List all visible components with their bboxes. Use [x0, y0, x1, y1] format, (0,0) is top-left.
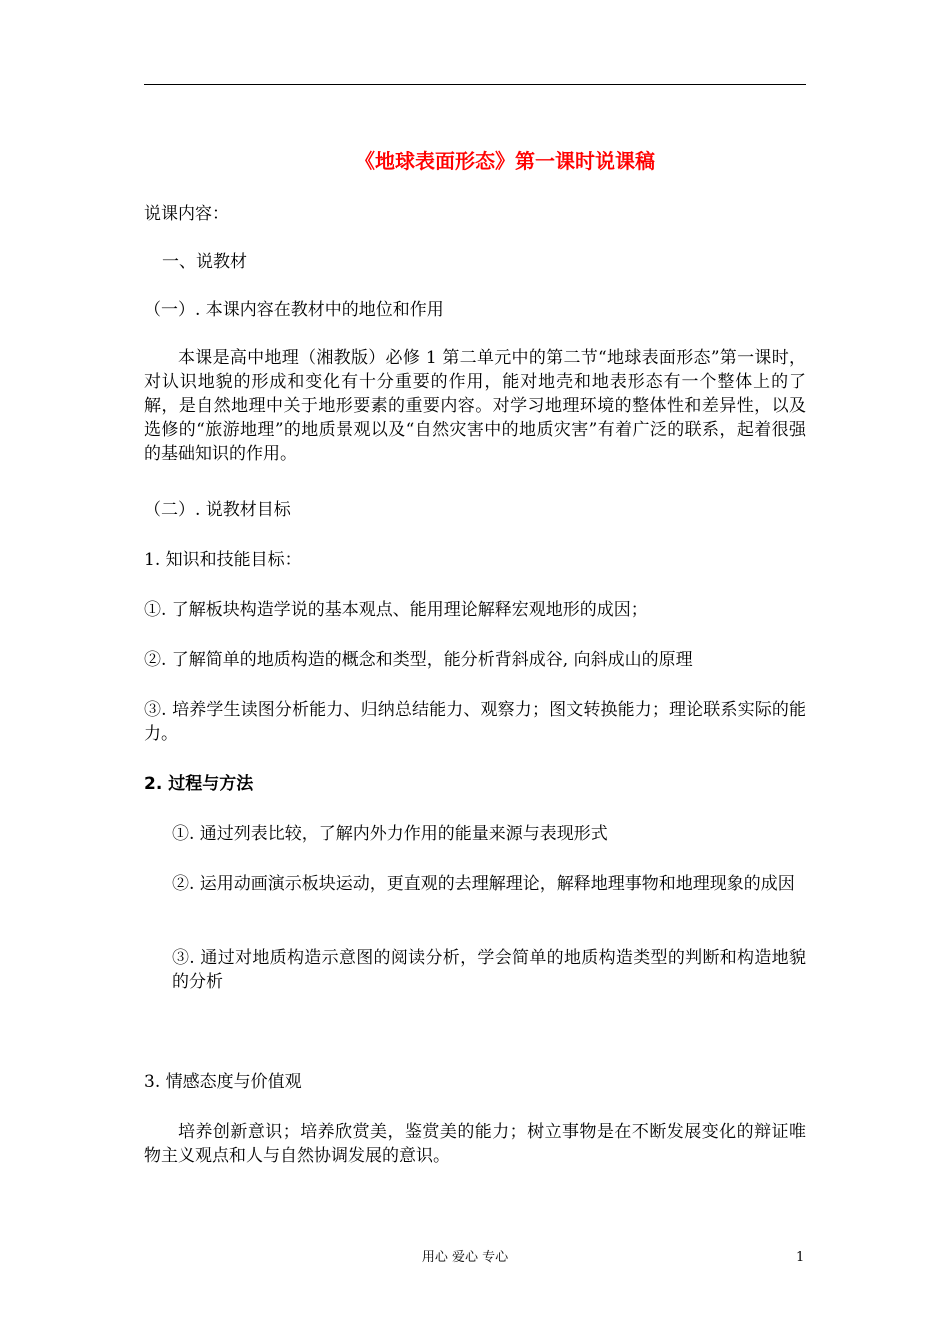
paragraph-position-role: 本课是高中地理（湘教版）必修 1 第二单元中的第二节“地球表面形态”第一课时，对认识地貌的形成和变化有十分重要的作用，能对地壳和地表形态有一个整体上的了解，是自然地理中关于地形要素的重要内容。对学习地理环境的整体性和差异性，以及选修的“旅游地理”的地质景观以及“自然灾害中的地质灾害”有着广泛的联系，起着很强的基础知识的作用。 [144, 348, 806, 464]
goal-process-item-3: ③. 通过对地质构造示意图的阅读分析，学会简单的地质构造类型的判断和构造地貌的分析 [172, 948, 806, 992]
page-number: 1 [796, 1250, 805, 1265]
section-intro: 说课内容： [144, 204, 229, 224]
goal-process-heading: 2. 过程与方法 [144, 774, 254, 794]
goal-process-item-1: ①. 通过列表比较，了解内外力作用的能量来源与表现形式 [172, 824, 608, 844]
subsection-heading-1: （一）. 本课内容在教材中的地位和作用 [144, 300, 444, 320]
header-rule [144, 84, 806, 85]
section-heading-1: 一、说教材 [162, 252, 247, 272]
goal-attitude-heading: 3. 情感态度与价值观 [144, 1072, 302, 1092]
goal-process-item-2: ②. 运用动画演示板块运动，更直观的去理解理论，解释地理事物和地理现象的成因 [172, 874, 795, 894]
goal-attitude-paragraph: 培养创新意识；培养欣赏美，鉴赏美的能力；树立事物是在不断发展变化的辩证唯物主义观点和人与自然协调发展的意识。 [144, 1122, 806, 1166]
goal-knowledge-heading: 1. 知识和技能目标： [144, 550, 302, 570]
goal-knowledge-item-2: ②. 了解简单的地质构造的概念和类型，能分析背斜成谷, 向斜成山的原理 [144, 650, 693, 670]
subsection-heading-2: （二）. 说教材目标 [144, 500, 291, 520]
goal-knowledge-item-1: ①. 了解板块构造学说的基本观点、能用理论解释宏观地形的成因； [144, 600, 648, 620]
goal-knowledge-item-3: ③. 培养学生读图分析能力、归纳总结能力、观察力；图文转换能力；理论联系实际的能力。 [144, 700, 806, 744]
footer-motto: 用心 爱心 专心 [421, 1250, 509, 1265]
document-title: 《地球表面形态》第一课时说课稿 [355, 149, 655, 173]
